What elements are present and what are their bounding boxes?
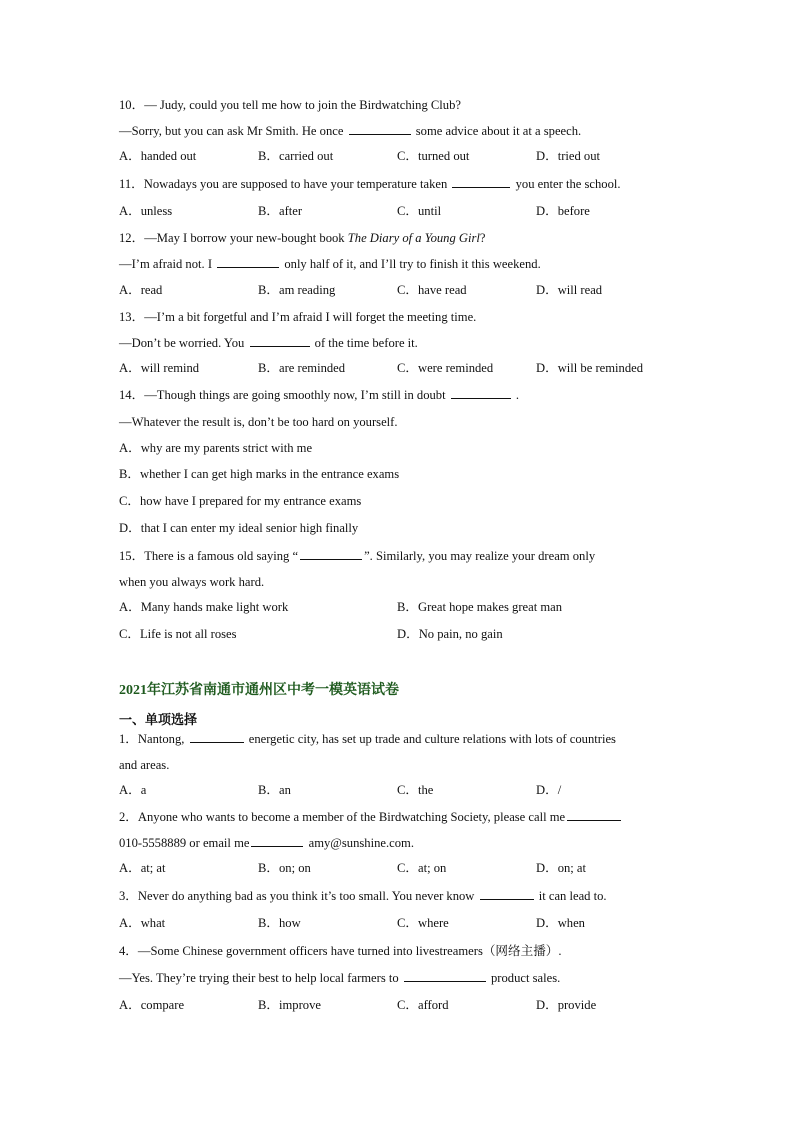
q12-line1-post: ? — [479, 231, 486, 245]
s1-line1-post: energetic city, has set up trade and culture relations with lots of countries — [248, 732, 616, 746]
s3-option-c: C．where — [397, 916, 449, 930]
s3-line1-post: it can lead to. — [538, 889, 607, 903]
q14-option-a: A．why are my parents strict with me — [119, 441, 313, 455]
s2-options — [119, 860, 719, 876]
s3-option-d: D．when — [536, 916, 585, 930]
s3-options — [119, 915, 719, 931]
s4-blank — [404, 970, 486, 982]
s1-option-c: C．the — [397, 783, 434, 797]
q15-line1 — [119, 548, 595, 564]
s1-line1-pre: 1．Nantong, — [119, 732, 185, 746]
q11-line1-post: you enter the school. — [515, 177, 621, 191]
s1-line1 — [119, 731, 616, 747]
q13-blank — [250, 335, 310, 347]
s2-option-a: A．at; at — [119, 861, 166, 875]
q15-option-a: A．Many hands make light work — [119, 600, 289, 614]
q12-line2-post: only half of it, and I’ll try to finish it this weekend. — [284, 257, 541, 271]
q14-option-b: B．whether I can get high marks in the entrance exams — [119, 467, 400, 481]
s4-line1: 4．—Some Chinese government officers have turned into livestreamers（网络主播）. — [119, 944, 562, 958]
q11-option-b: B．after — [258, 204, 303, 218]
q13-option-a: A．will remind — [119, 361, 200, 375]
q14-line1 — [119, 387, 519, 403]
q12-option-d: D．will read — [536, 283, 603, 297]
q15-line2: when you always work hard. — [119, 575, 265, 589]
q11-options — [119, 203, 719, 219]
s4-options — [119, 997, 719, 1013]
s4-line2 — [119, 970, 560, 986]
q14-option-c: C．how have I prepared for my entrance exams — [119, 494, 362, 508]
q14-line1-post: . — [515, 388, 520, 402]
q12-blank — [217, 256, 279, 268]
q11-option-c: C．until — [397, 204, 442, 218]
s2-option-b: B．on; on — [258, 861, 311, 875]
q11-line1-pre: 11．Nowadays you are supposed to have your temperature taken — [119, 177, 448, 191]
q11-option-a: A．unless — [119, 204, 173, 218]
s3-option-a: A．what — [119, 916, 166, 930]
q11-line1 — [119, 176, 621, 192]
q13-option-b: B．are reminded — [258, 361, 346, 375]
q12-book-title: The Diary of a Young Girl — [347, 231, 480, 245]
s2-option-d: D．on; at — [536, 861, 587, 875]
q11-option-d: D．before — [536, 204, 590, 218]
q13-option-c: C．were reminded — [397, 361, 494, 375]
q10-line2-pre: —Sorry, but you can ask Mr Smith. He once — [119, 124, 344, 138]
q14-option-d: D．that I can enter my ideal senior high finally — [119, 521, 359, 535]
q15-options-row1 — [119, 599, 719, 615]
s2-line1 — [119, 809, 623, 825]
q10-blank — [349, 123, 411, 135]
q10-option-d: D．tried out — [536, 149, 601, 163]
q12-option-a: A．read — [119, 283, 163, 297]
s4-option-d: D．provide — [536, 998, 597, 1012]
q14-line2: —Whatever the result is, don’t be too hard on yourself. — [119, 415, 398, 429]
q13-line2-post: of the time before it. — [314, 336, 418, 350]
q12-line2 — [119, 256, 541, 272]
s3-blank — [480, 888, 534, 900]
s1-option-b: B．an — [258, 783, 291, 797]
s4-option-c: C．afford — [397, 998, 449, 1012]
q15-option-c: C．Life is not all roses — [119, 627, 237, 641]
s2-line2-post: amy@sunshine.com. — [308, 836, 414, 850]
q15-blank — [300, 548, 362, 560]
q15-line1-post: ”. Similarly, you may realize your dream only — [364, 549, 596, 563]
s4-option-b: B．improve — [258, 998, 321, 1012]
s1-option-d: D．/ — [536, 783, 562, 797]
q15-option-d: D．No pain, no gain — [397, 627, 503, 641]
q14-blank — [451, 387, 511, 399]
q10-line1: 10．— Judy, could you tell me how to join the Birdwatching Club? — [119, 98, 461, 112]
s2-line1-pre: 2．Anyone who wants to become a member of the Birdwatching Society, please call me — [119, 810, 566, 824]
q13-option-d: D．will be reminded — [536, 361, 644, 375]
q12-options — [119, 282, 719, 298]
q15-line1-pre: 15．There is a famous old saying “ — [119, 549, 299, 563]
q10-options — [119, 148, 719, 164]
s4-line2-post: product sales. — [491, 971, 561, 985]
q12-line1 — [119, 230, 486, 246]
q10-line2-post: some advice about it at a speech. — [415, 124, 582, 138]
s3-line1 — [119, 888, 607, 904]
section-subtitle: 一、单项选择 — [119, 712, 198, 727]
q12-line1-pre: 12．—May I borrow your new-bought book — [119, 231, 345, 245]
q10-option-c: C．turned out — [397, 149, 470, 163]
s1-options — [119, 782, 719, 798]
s2-blank-1 — [567, 809, 621, 821]
s2-blank-2 — [251, 835, 303, 847]
s1-blank — [190, 731, 244, 743]
s1-line2: and areas. — [119, 758, 170, 772]
q10-option-b: B．carried out — [258, 149, 334, 163]
s2-line2-pre: 010-5558889 or email me — [119, 836, 250, 850]
s2-option-c: C．at; on — [397, 861, 447, 875]
q15-options-row2 — [119, 626, 719, 642]
q13-options — [119, 360, 719, 376]
q12-option-b: B．am reading — [258, 283, 336, 297]
q10-line2 — [119, 123, 581, 139]
q12-line2-pre: —I’m afraid not. I — [119, 257, 213, 271]
q15-option-b: B．Great hope makes great man — [397, 600, 563, 614]
section-title: 2021年江苏省南通市通州区中考一模英语试卷 — [119, 683, 399, 698]
q11-blank — [452, 176, 510, 188]
s3-line1-pre: 3．Never do anything bad as you think it’s too small. You never know — [119, 889, 475, 903]
s2-line2 — [119, 835, 414, 851]
q10-option-a: A．handed out — [119, 149, 197, 163]
q13-line2 — [119, 335, 418, 351]
s1-option-a: A．a — [119, 783, 147, 797]
q14-line1-pre: 14．—Though things are going smoothly now, I’m still in doubt — [119, 388, 446, 402]
q12-option-c: C．have read — [397, 283, 467, 297]
s3-option-b: B．how — [258, 916, 301, 930]
q13-line2-pre: —Don’t be worried. You — [119, 336, 245, 350]
s4-line2-pre: —Yes. They’re trying their best to help local farmers to — [119, 971, 399, 985]
s4-option-a: A．compare — [119, 998, 185, 1012]
q13-line1: 13．—I’m a bit forgetful and I’m afraid I will forget the meeting time. — [119, 310, 477, 324]
